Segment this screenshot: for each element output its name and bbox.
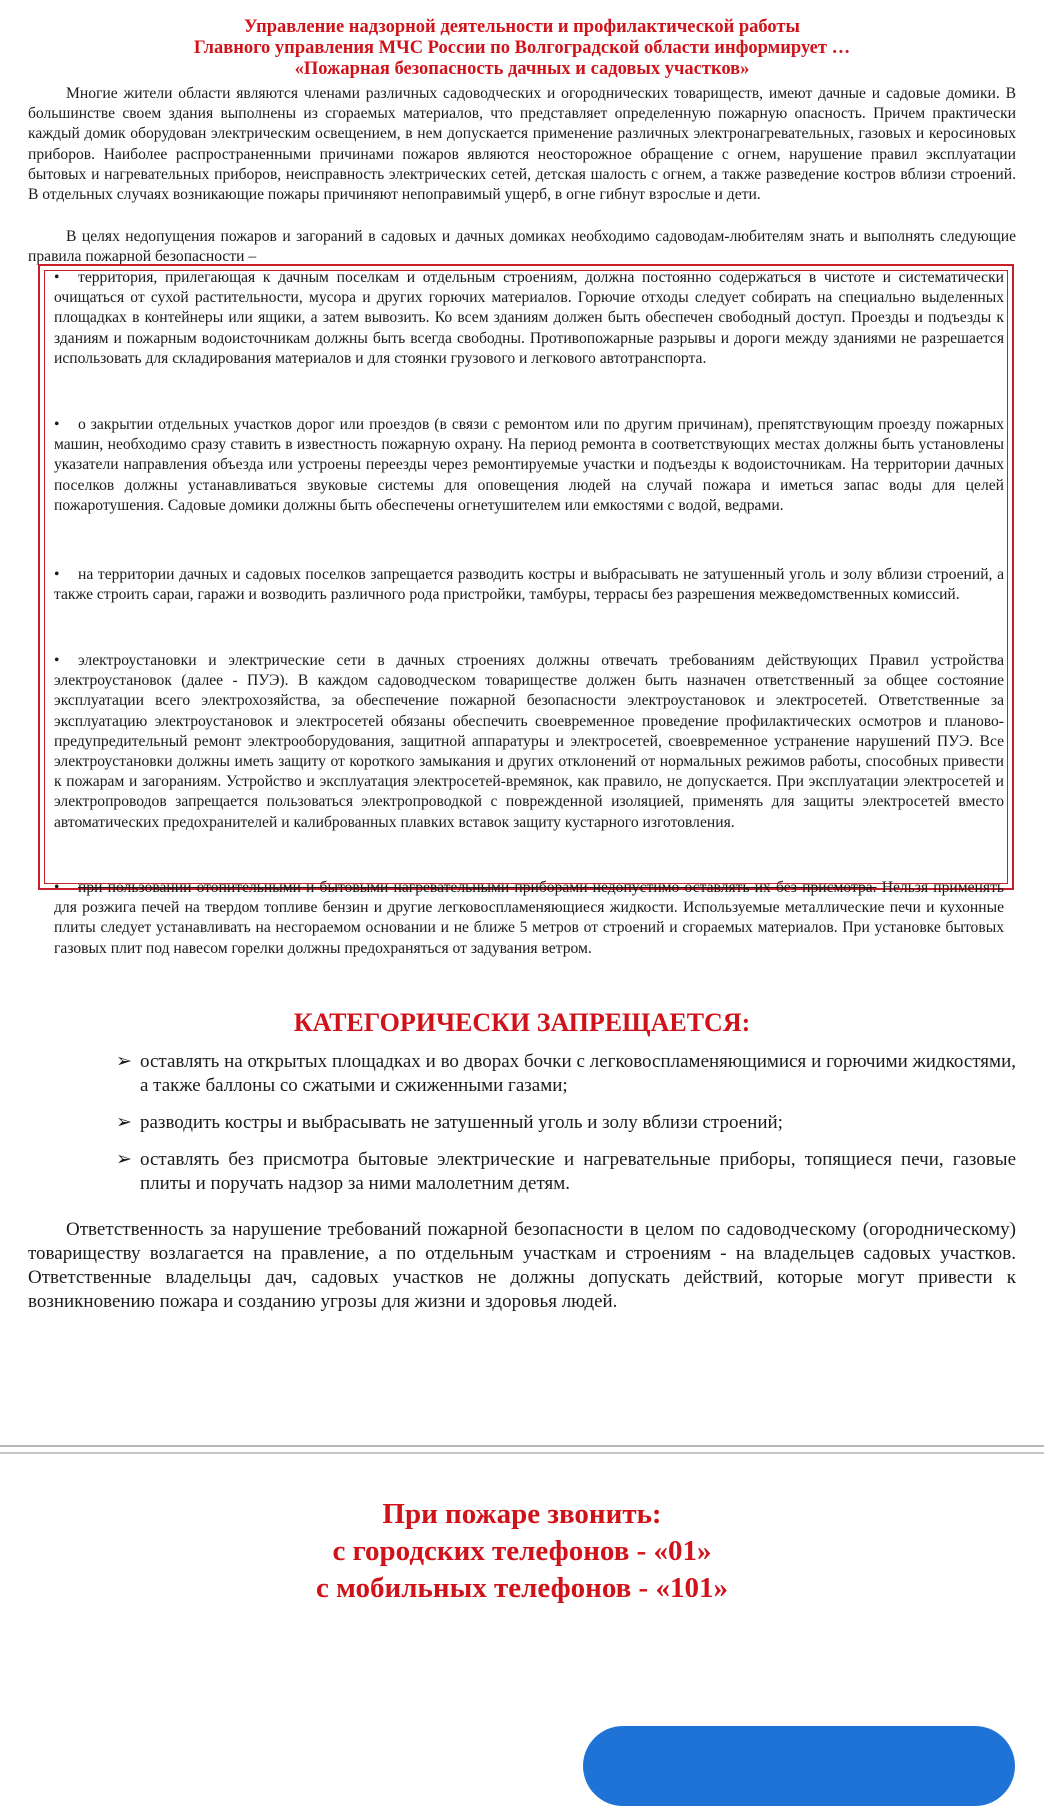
rule-item [54, 415, 1004, 516]
rule-item [54, 878, 1004, 959]
intro-paragraph-1: Многие жители области являются членами различных садоводческих и огороднических товариществ, имеют дачные и садовые домики. В большинстве своем здания выполнены из сгораемых материалов, что представляет определенную пожарную опасность. Причем практически каждый домик оборудован электрическим освещением, в нем допускается применение различных электронагревательных, газовых и керосиновых приборов. Наиболее распространенными причинами пожаров являются неосторожное обращение с огнем, нарушение правил эксплуатации бытовых и нагревательных приборов, неисправность электрических сетей, детская шалость с огнем, а также разведение костров вблизи строений. В отдельных случаях возникающие пожары причиняют непоправимый ущерб, в огне гибнут взрослые и дети. [28, 85, 1016, 204]
rule-text: о закрытии отдельных участков дорог или проездов (в связи с ремонтом или по другим причинам), препятствующим проезду пожарных машин, необходимо сразу ставить в известность пожарную охрану. На период ремонта в соответствующих местах должны быть установлены указатели направления объезда или устроены переезды через ремонтируемые участки и подъезды к водоисточникам. На территории дачных поселков должны устанавливаться звуковые системы для оповещения людей на случай пожара и иметься запас воды для целей пожаротушения. Садовые домики должны быть обеспечены огнетушителем или емкостями с водой, ведрами. [54, 416, 1004, 514]
forbidden-list [116, 1050, 1016, 1209]
bullet-marker: • [54, 416, 60, 433]
list-item-text: разводить костры и выбрасывать не затушенный уголь и золу вблизи строений; [140, 1112, 783, 1133]
arrow-bullet-icon: ➢ [116, 1149, 132, 1170]
header-line-1: Управление надзорной деятельности и профилактической работы [244, 17, 800, 37]
struck-text [54, 879, 877, 896]
list-item-text: оставлять без присмотра бытовые электрические и нагревательные приборы, топящиеся печи, газовые плиты и поручать надзор за ними малолетним детям. [140, 1149, 1016, 1194]
separator-line [0, 1452, 1044, 1454]
rule-item [54, 651, 1004, 833]
responsibility-paragraph: Ответственность за нарушение требований пожарной безопасности в целом по садоводческому (огородническому) товариществу возлагается на правление, а по отдельным участкам и строениям - на владельцев садовых участков. Ответственные владельцы дач, садовых участков не должны допускать действий, которые могут привести к возникновению пожара и созданию угрозы для жизни и здоровья людей. [28, 1219, 1016, 1312]
arrow-bullet-icon: ➢ [116, 1051, 132, 1072]
bullet-marker: • [54, 879, 60, 896]
document-header [0, 17, 1044, 80]
separator-line [0, 1445, 1044, 1447]
footer-line-3: с мобильных телефонов - «101» [316, 1572, 728, 1604]
rule-item [54, 565, 1004, 605]
rule-text-struck: при пользовании отопительными и бытовыми нагревательными приборами недопустимо оставлять их без присмотра. [78, 879, 877, 896]
footer-line-1: При пожаре звонить: [382, 1498, 662, 1530]
list-item [116, 1050, 1016, 1098]
header-line-3: «Пожарная безопасность дачных и садовых участков» [294, 59, 750, 79]
rule-text: электроустановки и электрические сети в дачных строениях должны отвечать требованиям действующих Правил устройства электроустановок (далее - ПУЭ). В каждом садоводческом товариществе должен быть назначен ответственный за общее состояние эксплуатации всего электрохозяйства, за обеспечение пожарной безопасности электроустановок и электросетей. Ответственные за эксплуатацию электроустановок и электросетей обязаны обеспечить своевременное проведение профилактических осмотров и планово-предупредительный ремонт электрооборудования, защитной аппаратуры и электросетей, своевременное устранение нарушений ПУЭ. Все электроустановки должны иметь защиту от короткого замыкания и других отклонений от нормальных режимов работы, способных привести к пожарам и загораниям. Устройство и эксплуатация электросетей-времянок, как правило, не допускается. При эксплуатации электросетей и электропроводов запрещается пользоваться электропроводкой с поврежденной изоляцией, применять для защиты электросетей вместо автоматических предохранителей и калиброванных плавких вставок защиту кустарного изготовления. [54, 652, 1004, 831]
forbidden-title: КАТЕГОРИЧЕСКИ ЗАПРЕЩАЕТСЯ: [293, 1008, 751, 1037]
floating-action-button[interactable] [583, 1726, 1015, 1806]
footer-line-2: с городских телефонов - «01» [332, 1535, 712, 1567]
rule-text: Нельзя применять для розжига печей на твердом топливе бензин и другие легковоспламеняющиеся жидкости. Используемые металлические печи и кухонные плиты следует устанавливать на несгораемом основании и не ближе 5 метров от строений и сгораемых материалов. При установке бытовых газовых плит под навесом горелки должны предохраняться от задувания ветром. [54, 879, 1004, 957]
list-item-text: оставлять на открытых площадках и во дворах бочки с легковоспламеняющимися и горючими жидкостями, а также баллоны со сжатыми и сжиженными газами; [140, 1051, 1016, 1096]
bullet-marker: • [54, 269, 60, 286]
rule-text: территория, прилегающая к дачным поселкам и отдельным строениям, должна постоянно содержаться в чистоте и систематически очищаться от сухой растительности, мусора и других горючих материалов. Горючие отходы следует собирать на специально выделенных площадках в контейнеры или ящики, а затем вывозить. Ко всем зданиям должен быть обеспечен свободный доступ. Проезды и подъезды к зданиям и пожарным водоисточникам должны быть всегда свободны. Противопожарные разрывы и дороги между зданиями не разрешается использовать для складирования материалов и для стоянки грузового и легкового автотранспорта. [54, 269, 1004, 367]
rule-text: на территории дачных и садовых поселков запрещается разводить костры и выбрасывать не затушенный уголь и золу вблизи строений, а также строить сараи, гаражи и возводить различного рода пристройки, тамбуры, террасы без разрешения межведомственных комиссий. [54, 566, 1004, 604]
list-item [116, 1148, 1016, 1196]
emergency-numbers [0, 1496, 1044, 1607]
arrow-bullet-icon: ➢ [116, 1112, 132, 1133]
bullet-marker: • [54, 566, 60, 583]
intro-paragraph-2: В целях недопущения пожаров и загораний в садовых и дачных домиках необходимо садоводам-любителям знать и выполнять следующие правила пожарной безопасности – [28, 228, 1016, 266]
list-item [116, 1111, 1016, 1135]
rule-item [54, 268, 1004, 369]
header-line-2: Главного управления МЧС России по Волгоградской области информирует … [193, 38, 851, 58]
bullet-marker: • [54, 652, 60, 669]
